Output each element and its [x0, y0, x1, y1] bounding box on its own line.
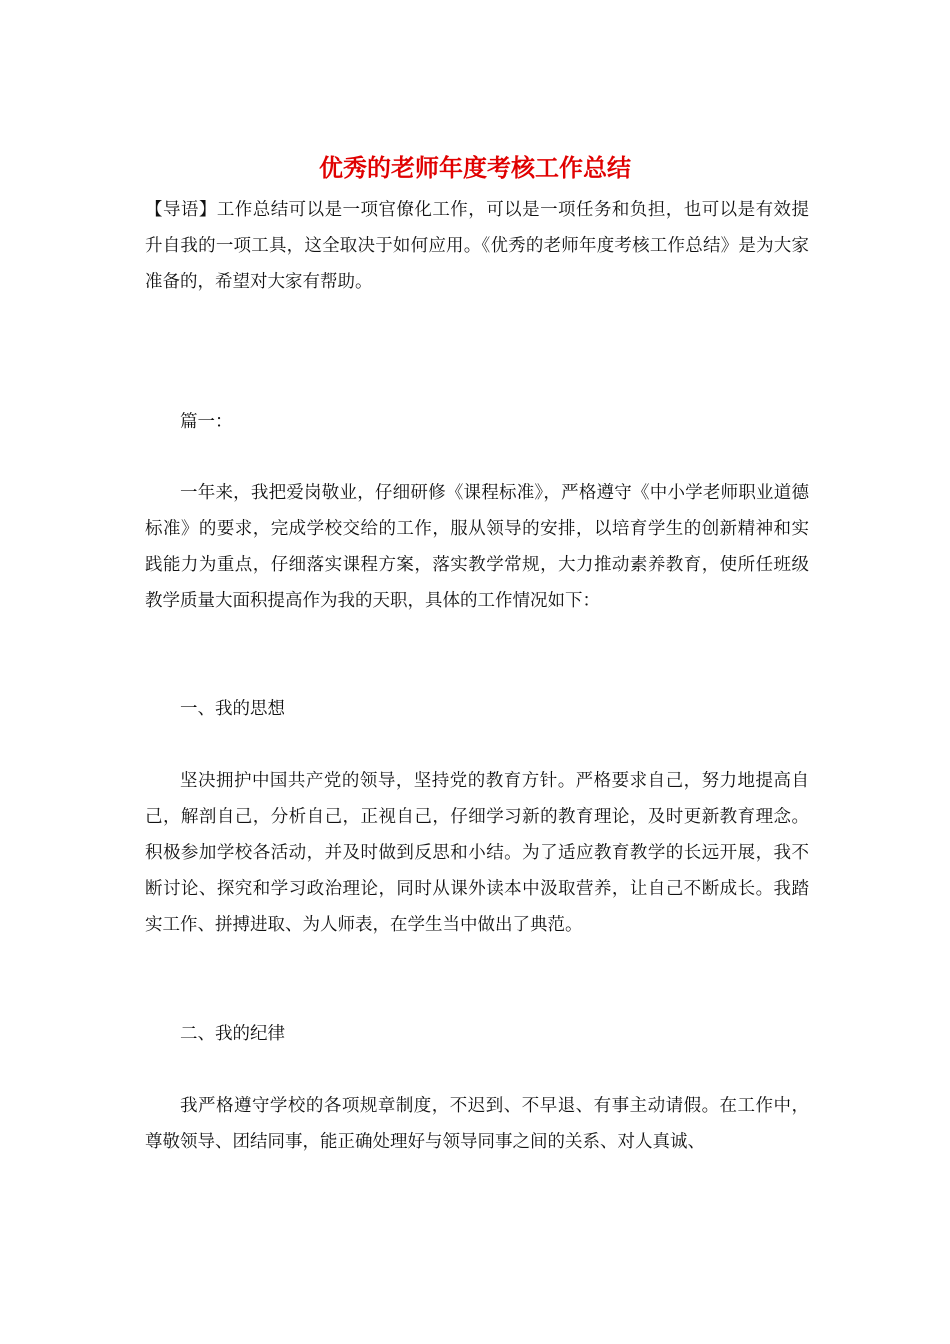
section-heading-discipline: 二、我的纪律 — [180, 1024, 285, 1044]
part-label: 篇一： — [180, 412, 233, 432]
document-title: 优秀的老师年度考核工作总结 — [319, 153, 631, 182]
section-heading-thoughts: 一、我的思想 — [180, 699, 285, 719]
paragraph-discipline: 我严格遵守学校的各项规章制度，不迟到、不早退、有事主动请假。在工作中，尊敬领导、团结同事，能正确处理好与领导同事之间的关系、对人真诚、 — [145, 1096, 809, 1152]
intro-paragraph: 【导语】工作总结可以是一项官僚化工作，可以是一项任务和负担，也可以是有效提升自我的一项工具，这全取决于如何应用。《优秀的老师年度考核工作总结》是为大家准备的，希望对大家有帮助。 — [145, 200, 809, 292]
paragraph-intro-year: 一年来，我把爱岗敬业，仔细研修《课程标准》，严格遵守《中小学老师职业道德标准》的要求，完成学校交给的工作，服从领导的安排，以培育学生的创新精神和实践能力为重点，仔细落实课程方案，落实教学常规，大力推动素养教育，使所任班级教学质量大面积提高作为我的天职，具体的工作情况如下： — [145, 483, 809, 611]
paragraph-thoughts: 坚决拥护中国共产党的领导，坚持党的教育方针。严格要求自己，努力地提高自己，解剖自己，分析自己，正视自己，仔细学习新的教育理论，及时更新教育理念。积极参加学校各活动，并及时做到反思和小结。为了适应教育教学的长远开展，我不断讨论、探究和学习政治理论，同时从课外读本中汲取营养，让自己不断成长。我踏实工作、拼搏进取、为人师表，在学生当中做出了典范。 — [145, 771, 809, 935]
